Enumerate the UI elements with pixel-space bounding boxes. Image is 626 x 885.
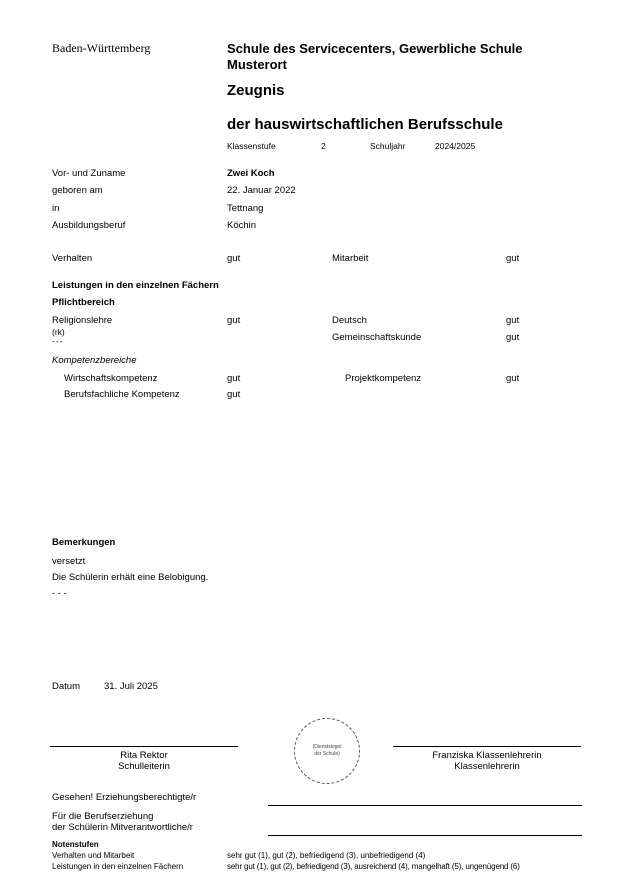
coresponsible-signature-line: [268, 835, 582, 836]
deutsch-value: gut: [506, 315, 520, 326]
grade-label: Klassenstufe: [227, 141, 276, 151]
name-label: Vor- und Zuname: [52, 168, 126, 179]
religion-dash: ---: [52, 336, 64, 346]
state-label: Baden-Württemberg: [52, 41, 151, 55]
coresponsible-line-1: Für die Berufserziehung: [52, 811, 154, 822]
remarks-line-2: Die Schülerin erhält eine Belobigung.: [52, 572, 209, 583]
deutsch-label: Deutsch: [332, 315, 367, 326]
place-label: in: [52, 203, 60, 214]
doc-title: Zeugnis: [227, 82, 285, 99]
left-signer-name: Rita Rektor: [120, 750, 168, 761]
gk-label: Gemeinschaftskunde: [332, 332, 422, 343]
wk-label: Wirtschaftskompetenz: [64, 373, 158, 384]
guardian-signature-line: [268, 805, 582, 806]
verhalten-label: Verhalten: [52, 253, 93, 264]
kompetenz-title: Kompetenzbereiche: [52, 355, 137, 366]
year-label: Schuljahr: [370, 141, 406, 151]
subjects-title: Leistungen in den einzelnen Fächern: [52, 280, 219, 291]
school-town: Musterort: [227, 57, 287, 72]
year-value: 2024/2025: [435, 141, 476, 151]
remarks-line-1: versetzt: [52, 556, 86, 567]
religion-label: Religionslehre: [52, 315, 113, 326]
right-signer-role: Klassenlehrerin: [454, 761, 520, 772]
pflicht-title: Pflichtbereich: [52, 297, 115, 308]
religion-sub: (rk): [52, 327, 65, 337]
remarks-title: Bemerkungen: [52, 537, 116, 548]
mitarbeit-value: gut: [506, 253, 520, 264]
name-value: Zwei Koch: [227, 168, 275, 179]
left-signer-role: Schulleiterin: [118, 761, 170, 772]
grade-value: 2: [321, 141, 326, 151]
mitarbeit-label: Mitarbeit: [332, 253, 369, 264]
date-label: Datum: [52, 681, 80, 692]
school-name: Schule des Servicecenters, Gewerbliche Schule: [227, 41, 523, 56]
scale-row1-value: sehr gut (1), gut (2), befriedigend (3), unbefriedigend (4): [227, 851, 426, 860]
date-value: 31. Juli 2025: [104, 681, 158, 692]
bk-label: Berufsfachliche Kompetenz: [64, 389, 180, 400]
place-value: Tettnang: [227, 203, 264, 214]
gk-value: gut: [506, 332, 520, 343]
scale-row1-label: Verhalten und Mitarbeit: [52, 851, 135, 860]
pk-value: gut: [506, 373, 520, 384]
religion-value: gut: [227, 315, 241, 326]
seal-circle: [294, 718, 360, 784]
scale-row2-label: Leistungen in den einzelnen Fächern: [52, 862, 184, 871]
right-signer-name: Franziska Klassenlehrerin: [432, 750, 542, 761]
remarks-line-3: - - -: [52, 588, 67, 599]
doc-subtitle: der hauswirtschaftlichen Berufsschule: [227, 116, 503, 133]
job-value: Köchin: [227, 220, 257, 231]
born-label: geboren am: [52, 185, 103, 196]
wk-value: gut: [227, 373, 241, 384]
job-label: Ausbildungsberuf: [52, 220, 126, 231]
seal-line-1: (Dienstsiegel: [312, 744, 342, 750]
coresponsible-line-2: der Schülerin Mitverantwortliche/r: [52, 822, 193, 833]
verhalten-value: gut: [227, 253, 241, 264]
pk-label: Projektkompetenz: [345, 373, 422, 384]
left-signature-line: [50, 746, 238, 747]
seal-line-2: der Schule): [314, 751, 340, 757]
bk-value: gut: [227, 389, 241, 400]
scale-title: Notenstufen: [52, 840, 99, 849]
scale-row2-value: sehr gut (1), gut (2), befriedigend (3), ausreichend (4), mangelhaft (5), ungenügend (6): [227, 862, 520, 871]
right-signature-line: [393, 746, 581, 747]
guardian-label: Gesehen! Erziehungsberechtigte/r: [52, 792, 197, 803]
born-value: 22. Januar 2022: [227, 185, 296, 196]
